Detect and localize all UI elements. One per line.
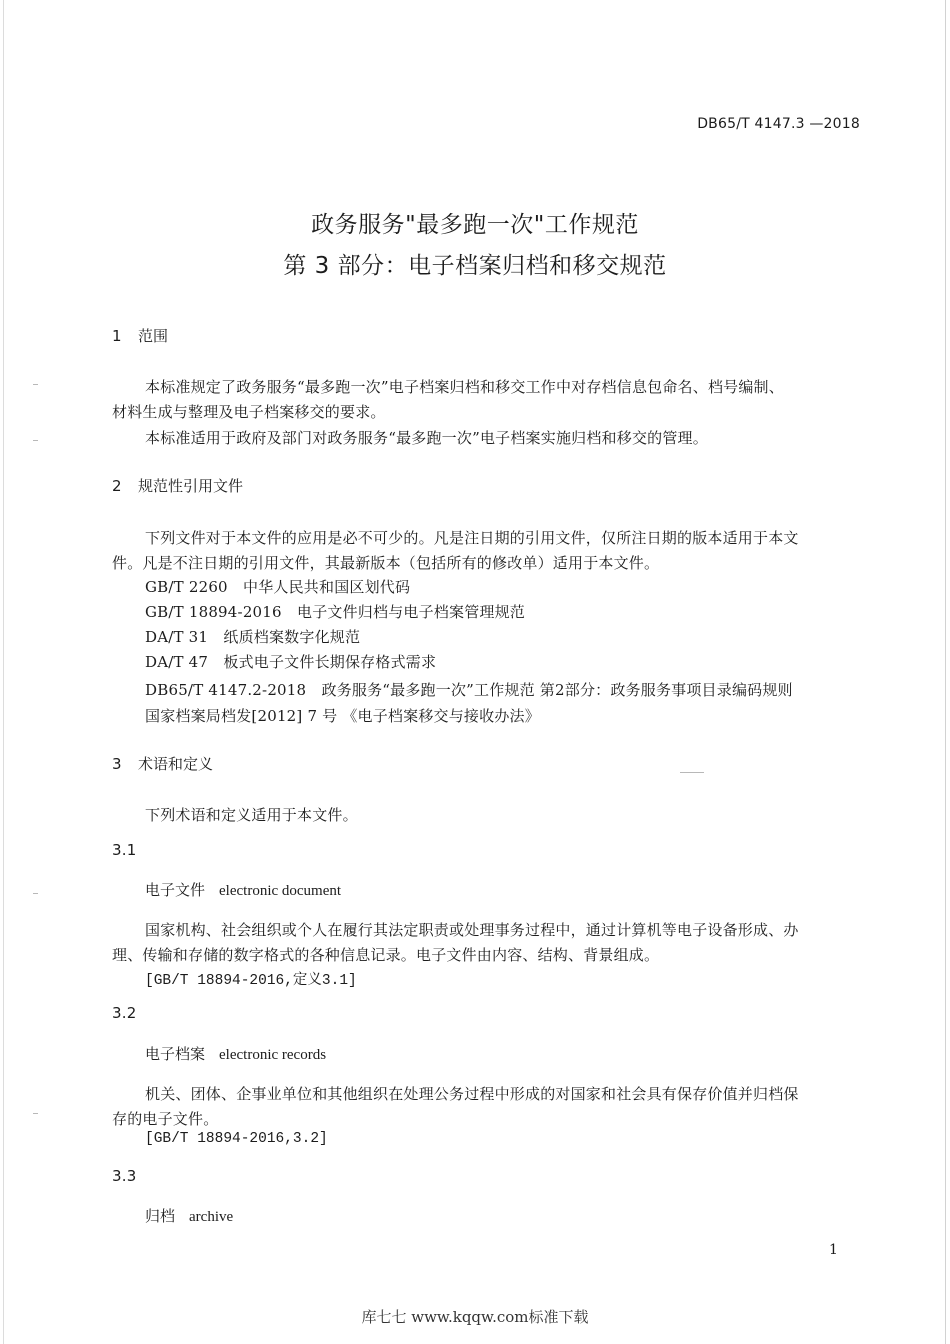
section-title: 规范性引用文件 [138, 477, 244, 495]
section-number: 1 [112, 327, 122, 345]
term-definition: 理、传输和存储的数字格式的各种信息记录。电子文件由内容、结构、背景组成。 [112, 946, 660, 964]
scan-speck [33, 1113, 38, 1114]
section-heading-references [112, 475, 243, 496]
term-zh: 归档 [145, 1207, 176, 1225]
scan-speck [680, 772, 704, 773]
term-definition: 机关、团体、企事业单位和其他组织在处理公务过程中形成的对国家和社会具有保存价值并归档保 [145, 1085, 799, 1103]
reference-item: 国家档案局档发[2012] 7 号 《电子档案移交与接收办法》 [145, 707, 540, 725]
term-number: 3.1 [112, 841, 137, 859]
paragraph: 下列术语和定义适用于本文件。 [145, 806, 358, 824]
term-number: 3.2 [112, 1004, 137, 1022]
paragraph: 本标准适用于政府及部门对政务服务“最多跑一次”电子档案实施归档和移交的管理。 [145, 429, 708, 447]
reference-item: GB/T 18894-2016 电子文件归档与电子档案管理规范 [145, 603, 525, 621]
document-title-line1: 政务服务"最多跑一次"工作规范 [311, 212, 639, 238]
term-source: [GB/T 18894-2016,定义3.1] [145, 973, 357, 989]
footer-watermark: 库七七 www.kqqw.com标准下载 [361, 1308, 589, 1326]
reference-item: DA/T 31 纸质档案数字化规范 [145, 628, 361, 646]
reference-item: GB/T 2260 中华人民共和国区划代码 [145, 578, 411, 596]
scan-speck [33, 893, 38, 894]
term-definition: 国家机构、社会组织或个人在履行其法定职责或处理事务过程中，通过计算机等电子设备形成、办 [145, 921, 799, 939]
scan-edge-right [945, 0, 946, 1344]
page-number: 1 [829, 1242, 839, 1258]
term-number: 3.3 [112, 1167, 137, 1185]
document-title-line2: 第 3 部分：电子档案归档和移交规范 [283, 253, 667, 279]
scan-speck [33, 384, 38, 385]
section-title: 术语和定义 [138, 755, 214, 773]
paragraph: 材料生成与整理及电子档案移交的要求。 [112, 403, 386, 421]
reference-item: DB65/T 4147.2-2018 政务服务“最多跑一次”工作规范 第2部分：政务服务事项目录编码规则 [145, 681, 793, 699]
term-heading [145, 879, 341, 900]
term-en: archive [189, 1209, 234, 1225]
section-heading-terms [112, 753, 213, 774]
term-en: electronic document [219, 883, 342, 899]
section-number: 3 [112, 755, 122, 773]
standard-number: DB65/T 4147.3 —2018 [697, 116, 860, 132]
term-zh: 电子档案 [145, 1045, 206, 1063]
term-heading [145, 1205, 233, 1226]
reference-item: DA/T 47 板式电子文件长期保存格式需求 [145, 653, 437, 671]
paragraph: 本标准规定了政务服务“最多跑一次”电子档案归档和移交工作中对存档信息包命名、档号编制、 [145, 378, 784, 396]
section-heading-scope [112, 325, 168, 346]
paragraph: 下列文件对于本文件的应用是必不可少的。凡是注日期的引用文件，仅所注日期的版本适用于本文 [145, 529, 799, 547]
term-zh: 电子文件 [145, 881, 206, 899]
term-source: [GB/T 18894-2016,3.2] [145, 1131, 328, 1147]
scan-speck [33, 440, 38, 441]
term-en: electronic records [219, 1047, 327, 1063]
section-title: 范围 [138, 327, 169, 345]
term-heading [145, 1043, 326, 1064]
scan-edge-left [3, 0, 4, 1344]
paragraph: 件。凡是不注日期的引用文件，其最新版本（包括所有的修改单）适用于本文件。 [112, 554, 660, 572]
section-number: 2 [112, 477, 122, 495]
term-definition: 存的电子文件。 [112, 1110, 219, 1128]
